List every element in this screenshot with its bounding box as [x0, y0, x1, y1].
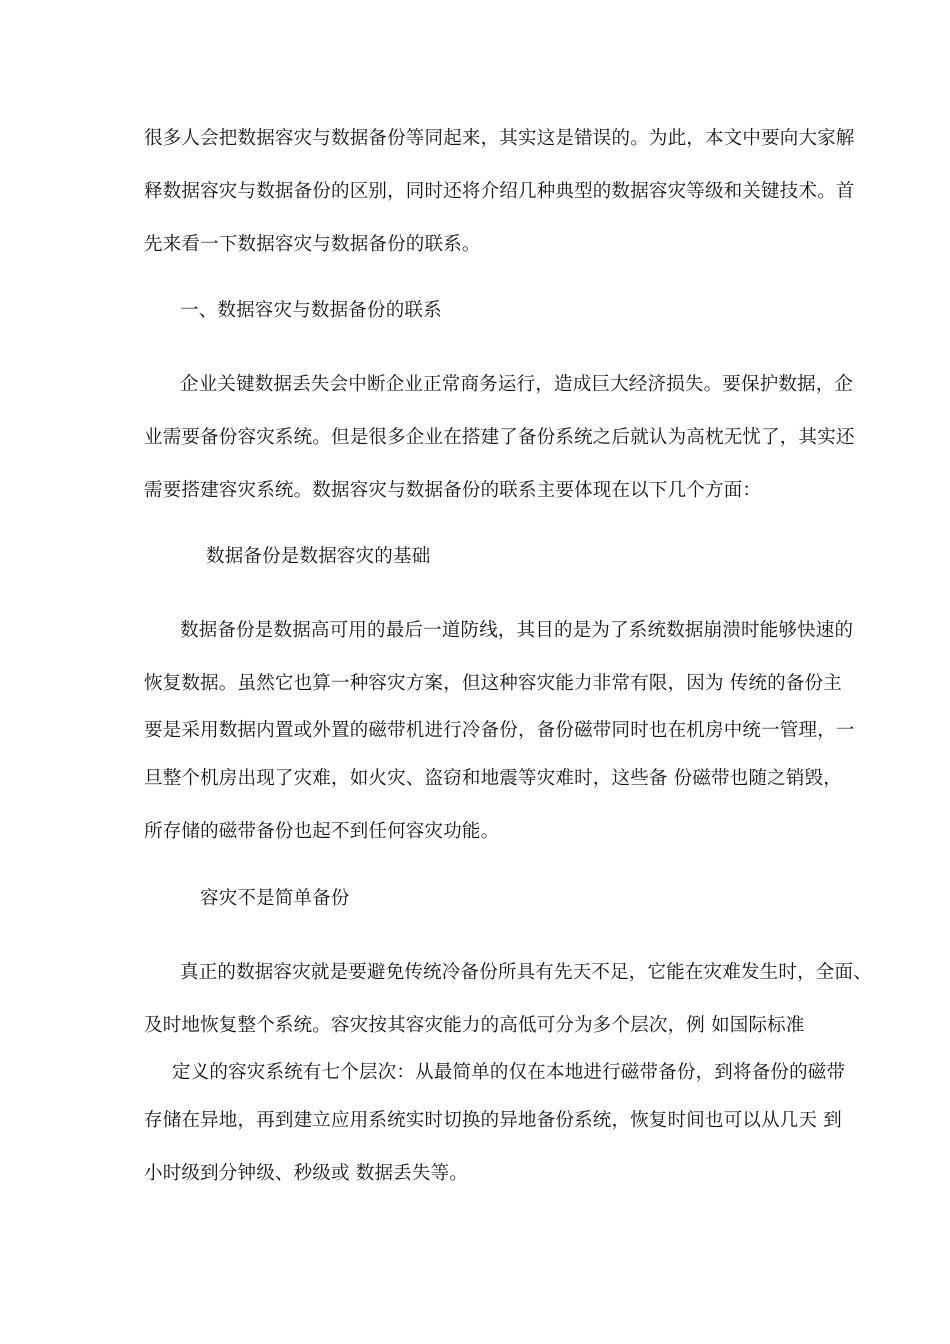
sub2-para-line-5: 小时级到分钟级、秒级或 数据丢失等。 — [144, 1163, 468, 1184]
sub1-para-line-1: 数据备份是数据高可用的最后一道防线，其目的是为了系统数据崩溃时能够快速的 — [180, 620, 854, 641]
subsection-heading-2: 容灾不是简单备份 — [200, 888, 350, 909]
sub2-para-line-2: 及时地恢复整个系统。容灾按其容灾能力的高低可分为多个层次，例 如国际标准 — [144, 1015, 805, 1036]
sub1-para-line-5: 所存储的磁带备份也起不到任何容灾功能。 — [144, 821, 500, 842]
sub2-para-line-3: 定义的容灾系统有七个层次：从最简单的仅在本地进行磁带备份，到将备份的磁带 — [172, 1062, 846, 1083]
sub1-para-line-4: 旦整个机房出现了灾难，如火灾、盗窃和地震等灾难时，这些备 份磁带也随之销毁， — [144, 768, 842, 789]
sub1-para-line-2: 恢复数据。虽然它也算一种容灾方案，但这种容灾能力非常有限，因为 传统的备份主 — [144, 673, 842, 694]
section-heading: 一、数据容灾与数据备份的联系 — [180, 300, 442, 321]
section-para-line-1: 企业关键数据丢失会中断企业正常商务运行，造成巨大经济损失。要保护数据，企 — [180, 374, 854, 395]
sub1-para-line-3: 要是采用数据内置或外置的磁带机进行冷备份，备份磁带同时也在机房中统一管理，一 — [144, 720, 855, 741]
section-para-line-2: 业需要备份容灾系统。但是很多企业在搭建了备份系统之后就认为高枕无忧了，其实还 — [144, 427, 855, 448]
sub2-para-line-1: 真正的数据容灾就是要避免传统冷备份所具有先天不足，它能在灾难发生时，全面、 — [180, 962, 872, 983]
intro-line-2: 释数据容灾与数据备份的区别，同时还将介绍几种典型的数据容灾等级和关键技术。首 — [144, 181, 855, 202]
sub2-para-line-4: 存储在异地，再到建立应用系统实时切换的异地备份系统，恢复时间也可以从几天 到 — [144, 1110, 842, 1131]
intro-line-3: 先来看一下数据容灾与数据备份的联系。 — [144, 234, 481, 255]
intro-line-1: 很多人会把数据容灾与数据备份等同起来，其实这是错误的。为此，本文中要向大家解 — [144, 128, 855, 149]
section-para-line-3: 需要搭建容灾系统。数据容灾与数据备份的联系主要体现在以下几个方面： — [144, 480, 762, 501]
subsection-heading-1: 数据备份是数据容灾的基础 — [206, 546, 431, 567]
